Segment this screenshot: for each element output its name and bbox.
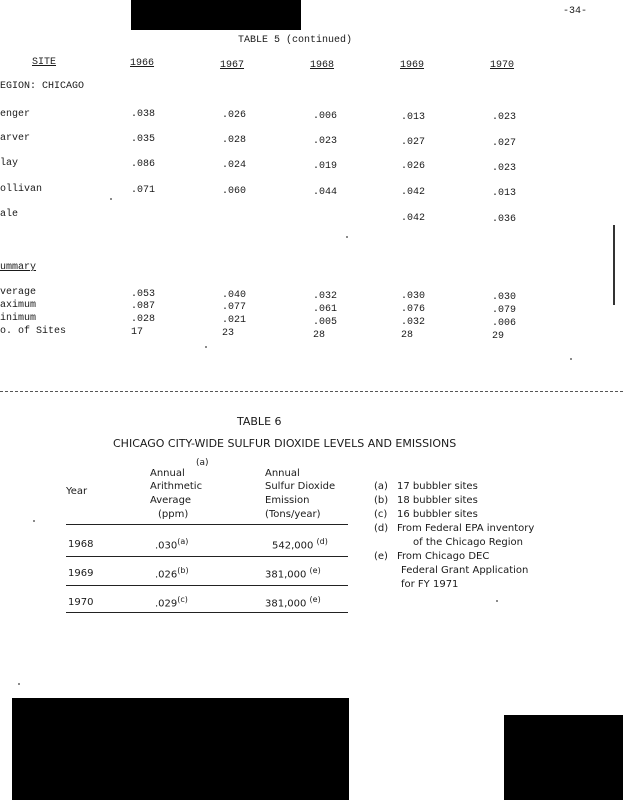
footnote-key: (b) bbox=[374, 495, 389, 506]
scan-speck bbox=[18, 683, 20, 685]
header-avg-line: Average bbox=[150, 495, 192, 506]
header-1966: 1966 bbox=[130, 58, 155, 69]
redaction-block-top bbox=[131, 0, 301, 30]
value-cell: .042 bbox=[401, 187, 426, 198]
table6-row-rule bbox=[66, 585, 348, 586]
scan-speck bbox=[570, 358, 572, 360]
value-cell: .032 bbox=[401, 317, 426, 328]
footnote-text: From Federal EPA inventory bbox=[397, 523, 535, 534]
value-cell: .028 bbox=[222, 135, 247, 146]
table6-bottom-rule bbox=[66, 612, 348, 613]
summary-row-label: verage bbox=[0, 287, 37, 298]
year-cell: 1968 bbox=[68, 539, 94, 550]
footnote-text: 17 bubbler sites bbox=[397, 481, 478, 492]
scan-speck bbox=[33, 520, 35, 522]
avg-note: (c) bbox=[177, 595, 188, 604]
value-cell: .071 bbox=[131, 185, 156, 196]
redaction-block-bottom-right bbox=[504, 715, 623, 800]
emission-cell bbox=[272, 537, 328, 551]
avg-value: .029 bbox=[155, 598, 178, 610]
summary-row-label: o. of Sites bbox=[0, 326, 67, 337]
value-cell: .030 bbox=[492, 292, 517, 303]
value-cell: .035 bbox=[131, 134, 156, 145]
value-cell: .006 bbox=[492, 318, 517, 329]
value-cell: .036 bbox=[492, 214, 517, 225]
value-cell: .042 bbox=[401, 213, 426, 224]
year-cell: 1970 bbox=[68, 597, 94, 608]
footnote-key: (e) bbox=[374, 551, 388, 562]
redaction-block-bottom-left bbox=[12, 698, 349, 800]
scan-speck bbox=[205, 346, 207, 348]
footnote-text: 16 bubbler sites bbox=[397, 509, 478, 520]
value-cell: .026 bbox=[401, 161, 426, 172]
emission-note: (d) bbox=[316, 537, 328, 546]
value-cell: .023 bbox=[492, 163, 517, 174]
value-cell: .053 bbox=[131, 289, 156, 300]
site-name: lay bbox=[0, 158, 19, 169]
header-avg-line: (ppm) bbox=[158, 509, 189, 520]
value-cell: .023 bbox=[313, 136, 338, 147]
emission-cell bbox=[265, 595, 321, 609]
scan-speck bbox=[110, 198, 112, 200]
value-cell: .023 bbox=[492, 112, 517, 123]
avg-value: .026 bbox=[155, 569, 178, 581]
value-cell: .086 bbox=[131, 159, 156, 170]
avg-note: (b) bbox=[177, 566, 189, 575]
region-label: EGION: CHICAGO bbox=[0, 81, 85, 92]
value-cell: 23 bbox=[222, 328, 235, 339]
header-emission-line: Sulfur Dioxide bbox=[265, 481, 336, 492]
summary-label: ummary bbox=[0, 262, 37, 273]
value-cell: 28 bbox=[313, 330, 326, 341]
right-margin-mark bbox=[613, 225, 615, 305]
table5-title: TABLE 5 (continued) bbox=[238, 35, 353, 46]
value-cell: .019 bbox=[313, 161, 338, 172]
value-cell: .021 bbox=[222, 315, 247, 326]
value-cell: .027 bbox=[492, 138, 517, 149]
header-avg-line: Annual bbox=[150, 468, 185, 479]
year-cell: 1969 bbox=[68, 568, 94, 579]
value-cell: .061 bbox=[313, 304, 338, 315]
avg-note: (a) bbox=[177, 537, 189, 546]
scan-speck bbox=[496, 600, 498, 602]
header-site: SITE bbox=[32, 57, 57, 68]
header-emission-line: (Tons/year) bbox=[265, 509, 321, 520]
value-cell: .077 bbox=[222, 302, 247, 313]
avg-cell bbox=[155, 566, 189, 580]
site-name: ollivan bbox=[0, 184, 43, 195]
value-cell: .079 bbox=[492, 305, 517, 316]
table6-title: CHICAGO CITY-WIDE SULFUR DIOXIDE LEVELS AND EMISSIONS bbox=[113, 437, 457, 450]
value-cell: .026 bbox=[222, 110, 247, 121]
value-cell: .038 bbox=[131, 109, 156, 120]
avg-cell bbox=[155, 595, 188, 609]
value-cell: .028 bbox=[131, 314, 156, 325]
footnote-text: for FY 1971 bbox=[401, 579, 459, 590]
footnote-text: 18 bubbler sites bbox=[397, 495, 478, 506]
site-name: enger bbox=[0, 109, 31, 120]
emission-note: (e) bbox=[309, 566, 321, 575]
value-cell: 28 bbox=[401, 330, 414, 341]
value-cell: .087 bbox=[131, 301, 156, 312]
table6-label: TABLE 6 bbox=[237, 415, 282, 428]
footnote-text: of the Chicago Region bbox=[413, 537, 524, 548]
footnote-key: (a) bbox=[374, 481, 388, 492]
header-emission-line: Annual bbox=[265, 468, 300, 479]
value-cell: .005 bbox=[313, 317, 338, 328]
emission-cell bbox=[265, 566, 321, 580]
value-cell: .030 bbox=[401, 291, 426, 302]
page-separator bbox=[0, 391, 623, 392]
value-cell: .013 bbox=[492, 188, 517, 199]
header-1967: 1967 bbox=[220, 60, 245, 71]
emission-note: (e) bbox=[309, 595, 321, 604]
site-name: arver bbox=[0, 133, 31, 144]
site-name: ale bbox=[0, 209, 19, 220]
page-number: -34- bbox=[563, 6, 588, 17]
value-cell: 17 bbox=[131, 327, 144, 338]
value-cell: .032 bbox=[313, 291, 338, 302]
header-avg-note: (a) bbox=[196, 458, 209, 468]
emission-value: 381,000 bbox=[265, 569, 307, 581]
avg-value: .030 bbox=[155, 540, 178, 552]
scan-speck bbox=[346, 236, 348, 238]
header-emission-line: Emission bbox=[265, 495, 310, 506]
value-cell: 29 bbox=[492, 331, 505, 342]
value-cell: .076 bbox=[401, 304, 426, 315]
summary-row-label: inimum bbox=[0, 313, 37, 324]
avg-cell bbox=[155, 537, 188, 551]
value-cell: .060 bbox=[222, 186, 247, 197]
value-cell: .006 bbox=[313, 111, 338, 122]
value-cell: .027 bbox=[401, 137, 426, 148]
value-cell: .024 bbox=[222, 160, 247, 171]
footnote-text: Federal Grant Application bbox=[401, 565, 529, 576]
value-cell: .040 bbox=[222, 290, 247, 301]
header-year: Year bbox=[66, 486, 88, 497]
footnote-key: (d) bbox=[374, 523, 389, 534]
header-1968: 1968 bbox=[310, 60, 335, 71]
emission-value: 381,000 bbox=[265, 598, 307, 610]
footnote-text: From Chicago DEC bbox=[397, 551, 490, 562]
emission-value: 542,000 bbox=[272, 540, 314, 552]
header-avg-line: Arithmetic bbox=[150, 481, 203, 492]
table6-header-rule bbox=[66, 524, 348, 525]
table6-row-rule bbox=[66, 556, 348, 557]
value-cell: .044 bbox=[313, 187, 338, 198]
header-1970: 1970 bbox=[490, 60, 515, 71]
value-cell: .013 bbox=[401, 112, 426, 123]
header-1969: 1969 bbox=[400, 60, 425, 71]
footnote-key: (c) bbox=[374, 509, 388, 520]
summary-row-label: aximum bbox=[0, 300, 37, 311]
